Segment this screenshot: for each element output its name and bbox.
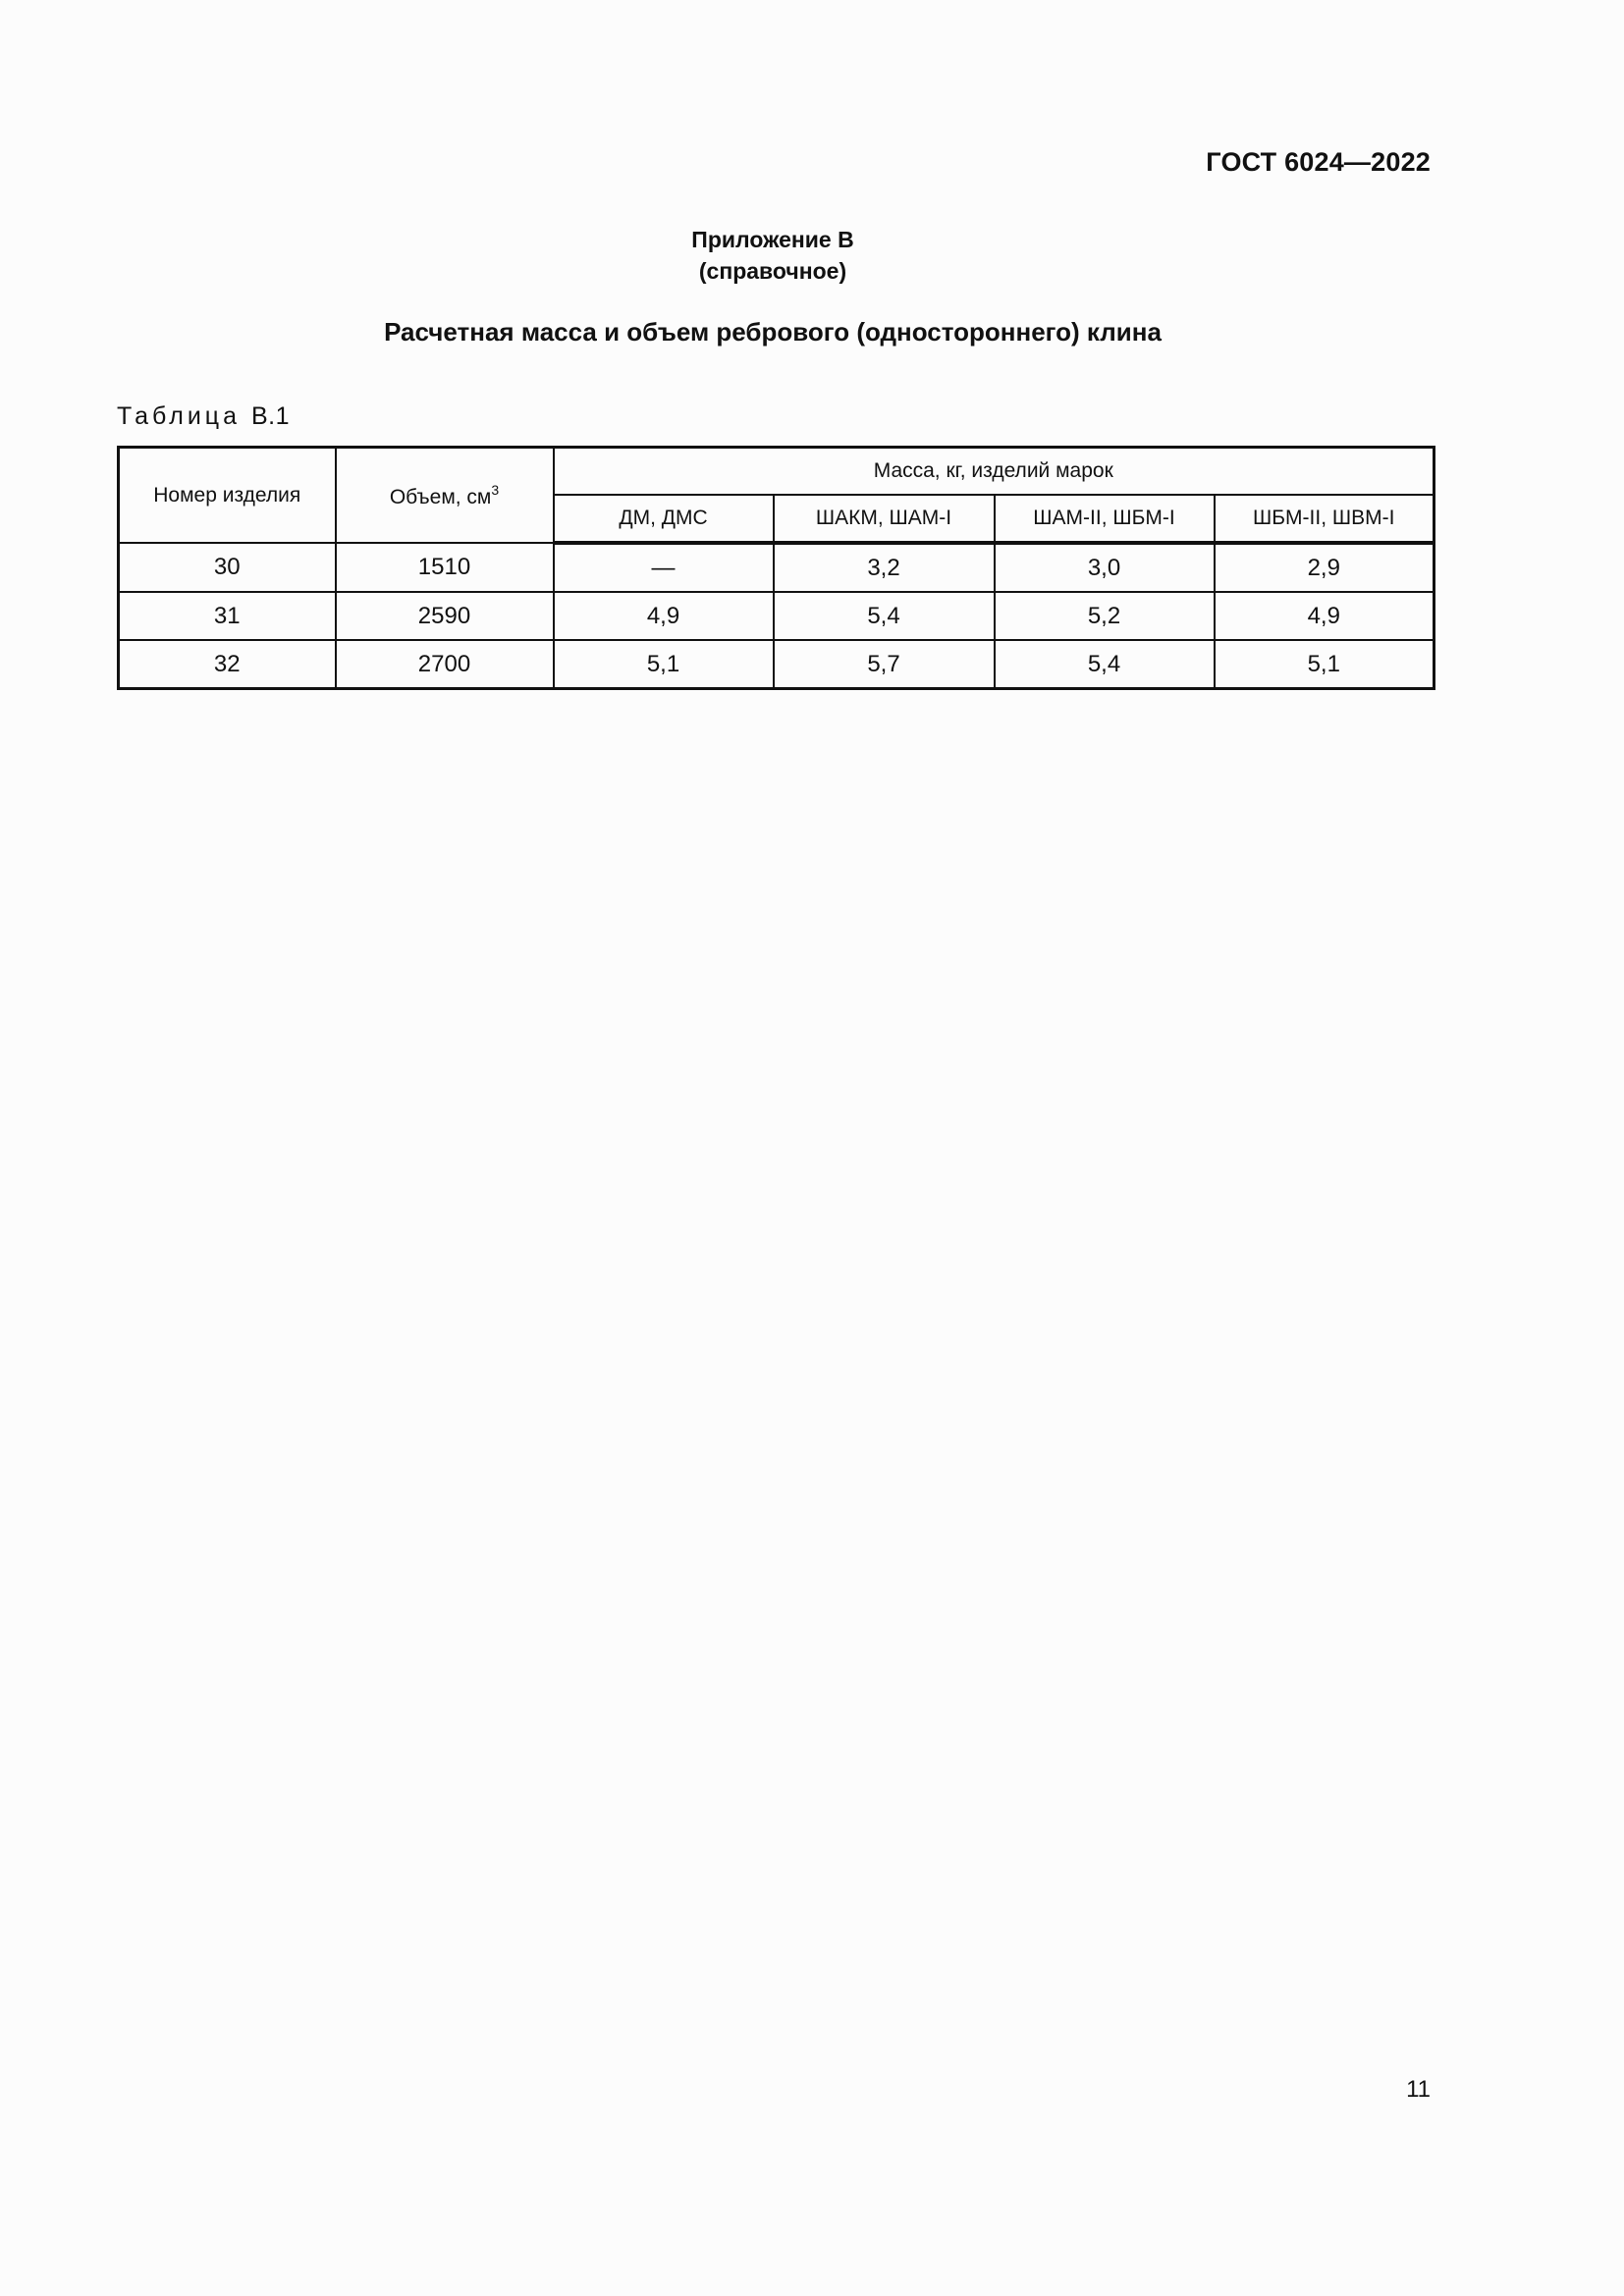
table-caption	[117, 402, 290, 431]
table-row	[119, 640, 1435, 689]
header-mass-group-label: Масса, кг, изделий марок	[873, 459, 1113, 482]
mass-volume-table	[117, 446, 1435, 690]
subheader-shbm-ii-shvm-i: ШБМ-II, ШВМ-I	[1215, 495, 1435, 543]
appendix-subtitle: (справочное)	[698, 258, 847, 284]
header-mass-group	[554, 448, 1435, 496]
header-product-number-label: Номер изделия	[153, 483, 301, 507]
table-cell: 4,9	[554, 592, 774, 640]
table-cell: 2,9	[1215, 543, 1435, 592]
section-title: Расчетная масса и объем ребрового (одностороннего) клина	[384, 317, 1162, 347]
document-code: ГОСТ 6024—2022	[1206, 147, 1431, 177]
subheader-dm-dms: ДМ, ДМС	[554, 495, 774, 543]
table-cell: 32	[119, 640, 336, 689]
table-cell: 1510	[336, 543, 554, 592]
subheader-shakm-sham-i: ШАКМ, ШАМ-I	[774, 495, 995, 543]
header-volume	[336, 448, 554, 544]
table-row	[119, 592, 1435, 640]
table-row	[119, 543, 1435, 592]
table-cell: 5,2	[995, 592, 1215, 640]
header-volume-superscript: 3	[491, 481, 500, 498]
table-cell: 2590	[336, 592, 554, 640]
table-cell: 5,4	[995, 640, 1215, 689]
table-cell: 3,0	[995, 543, 1215, 592]
table-cell: 5,4	[774, 592, 995, 640]
page-number: 11	[1406, 2076, 1431, 2103]
header-volume-label: Объем, см	[389, 485, 492, 508]
table-header-row	[119, 448, 1435, 496]
table-caption-label: Таблица	[117, 402, 242, 430]
appendix-title: Приложение В	[691, 227, 854, 252]
table-cell: 30	[119, 543, 336, 592]
appendix-heading	[0, 224, 1545, 287]
table-cell: —	[554, 543, 774, 592]
table-cell: 5,7	[774, 640, 995, 689]
table-cell: 5,1	[554, 640, 774, 689]
subheader-sham-ii-shbm-i: ШАМ-II, ШБМ-I	[995, 495, 1215, 543]
table-caption-number: В.1	[250, 402, 291, 430]
table-cell: 5,1	[1215, 640, 1435, 689]
table-cell: 2700	[336, 640, 554, 689]
table-cell: 4,9	[1215, 592, 1435, 640]
header-product-number	[119, 448, 336, 544]
table-cell: 3,2	[774, 543, 995, 592]
table-cell: 31	[119, 592, 336, 640]
